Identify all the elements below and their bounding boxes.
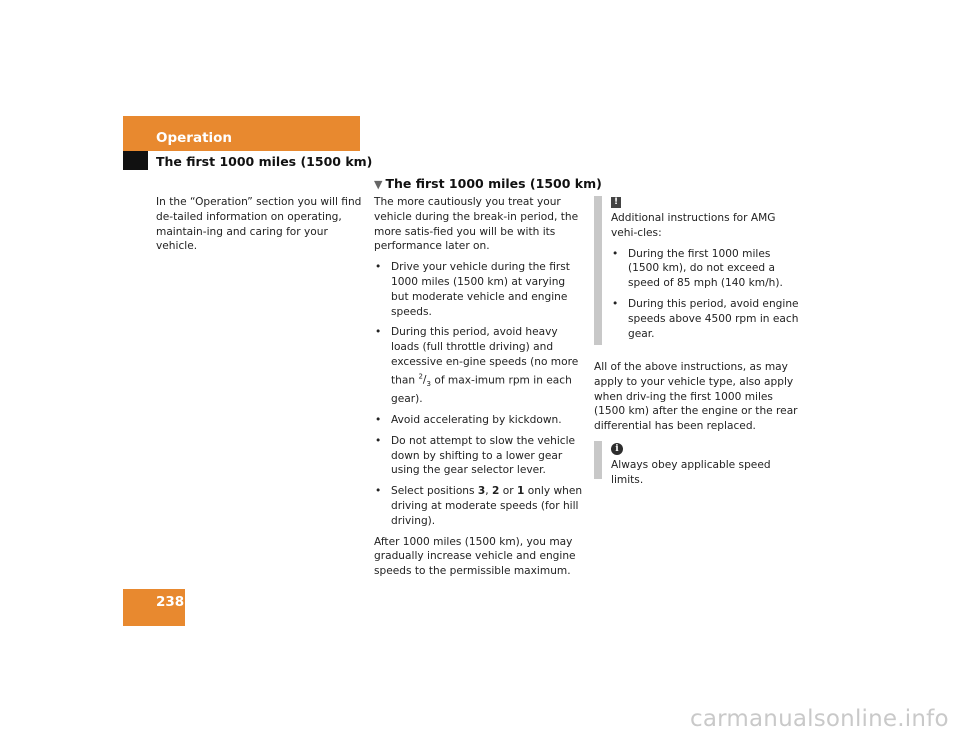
bullet-icon: • [612, 247, 619, 260]
triangle-icon: ▼ [374, 178, 383, 191]
main-heading-text: The first 1000 miles (1500 km) [385, 176, 602, 191]
watermark: carmanualsonline.info [690, 706, 949, 732]
bullet-icon: • [375, 261, 382, 274]
list-item: • During this period, avoid heavy loads (full throttle driving) and excessive en-gine speeds (no more than $^2/_3$ of max-imum rpm in each gear). [375, 326, 579, 406]
main-heading [374, 176, 602, 193]
fraction: $^2/_3$ [418, 372, 431, 389]
list-item: • Drive your vehicle during the first 1000 miles (1500 km) at varying but moderate vehicle and engine speeds. [375, 261, 570, 318]
break-in-list [374, 260, 586, 528]
list-item: • During the first 1000 miles (1500 km), do not exceed a speed of 85 mph (140 km/h). [612, 247, 783, 290]
list-item: • Do not attempt to slow the vehicle down by shifting to a lower gear using the gear selector lever. [375, 434, 576, 477]
info-note-bar [594, 441, 602, 479]
info-note-text: Always obey applicable speed limits. [611, 459, 771, 486]
main-paragraph-1: The more cautiously you treat your vehicle during the break-in period, the more satis-fied you will be with its performance later on. [374, 196, 579, 253]
warning-list [611, 247, 801, 342]
warning-icon: ! [611, 197, 621, 208]
bullet-icon: • [375, 326, 382, 339]
bullet-icon: • [612, 297, 619, 310]
warning-note [611, 197, 801, 347]
bullet-icon: • [375, 485, 382, 498]
info-note [611, 443, 801, 488]
column3-paragraph: All of the above instructions, as may apply to your vehicle type, also apply when driv-ing the first 1000 miles (1500 km) after the engine or the rear differential has been replaced. [594, 361, 798, 433]
warning-note-intro: Additional instructions for AMG vehi-cles: [611, 212, 776, 239]
section-title: Operation [156, 130, 233, 146]
list-item: • Select positions 3, 2 or 1 only when driving at moderate speeds (for hill driving). [375, 485, 583, 527]
section-marker [123, 151, 148, 170]
bullet-icon: • [375, 414, 382, 426]
page-number: 238 [156, 594, 185, 610]
main-column [374, 195, 586, 585]
bullet-icon: • [375, 434, 382, 447]
main-paragraph-2: After 1000 miles (1500 km), you may gradually increase vehicle and engine speeds to the permissible maximum. [374, 535, 576, 578]
warning-note-bar [594, 196, 602, 345]
intro-paragraph: In the “Operation” section you will find de-tailed information on operating, maintain-ing and caring for your vehicle. [156, 196, 362, 253]
page-subtitle: The first 1000 miles (1500 km) [156, 154, 373, 169]
info-icon: i [611, 443, 623, 455]
list-item: • Avoid accelerating by kickdown. [375, 414, 562, 426]
list-item: • During this period, avoid engine speeds above 4500 rpm in each gear. [612, 297, 799, 340]
